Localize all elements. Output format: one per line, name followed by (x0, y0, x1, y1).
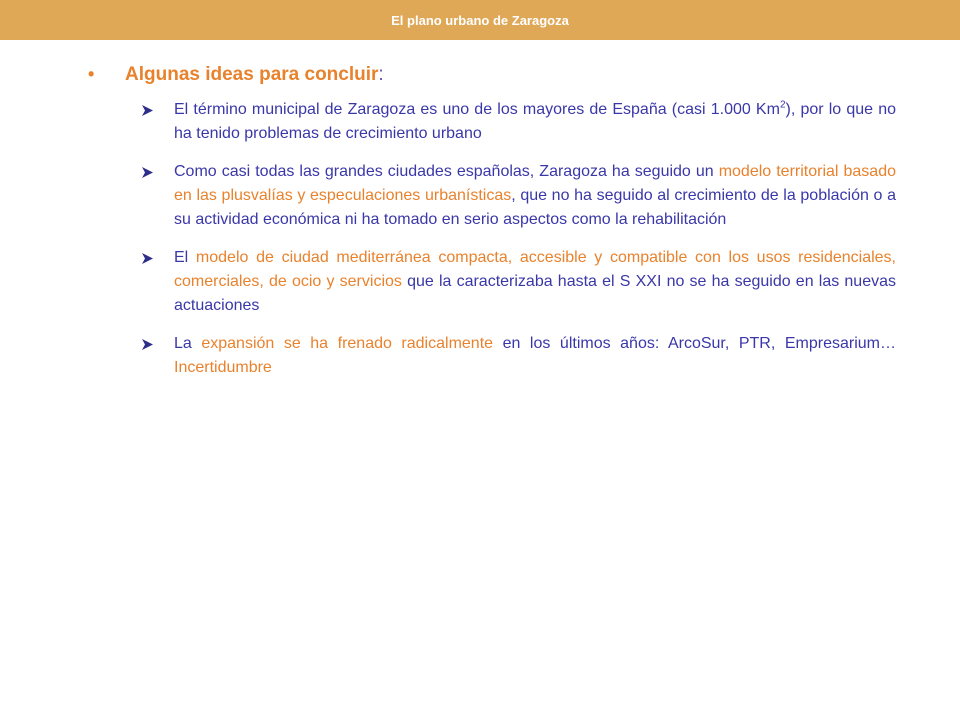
slide-header (0, 0, 960, 40)
highlight-text: expansión se ha frenado radicalmente (201, 335, 494, 352)
arrow-bullet-icon (141, 332, 174, 380)
arrow-bullet-icon (141, 246, 174, 318)
bullet-dot-icon: • (88, 64, 95, 84)
list-item (141, 246, 896, 318)
slide-title: El plano urbano de Zaragoza (391, 12, 569, 28)
list-item (141, 160, 896, 232)
highlight-text: modelo de ciudad mediterránea compacta, accesible y compatible con los usos residenciales, comerciales, de ocio y servicios (174, 249, 897, 290)
superscript: 2 (779, 99, 786, 111)
list-item-text (174, 160, 896, 232)
highlight-text: modelo territorial basado en las plusvalías y especulaciones urbanísticas (174, 163, 896, 204)
main-bullet (88, 64, 896, 86)
list-item-text (174, 98, 896, 146)
text-segment: en los últimos años: ArcoSur, PTR, Empresarium… (493, 335, 896, 352)
list-item (141, 332, 896, 380)
text-segment: La (174, 335, 202, 352)
list-item-text (174, 332, 896, 380)
text-segment: El término municipal de Zaragoza es uno de los mayores de España (casi 1.000 Km (174, 101, 780, 118)
arrow-bullet-icon (141, 160, 174, 232)
arrow-bullet-icon (141, 98, 174, 146)
list-item (141, 98, 896, 146)
slide-content (88, 64, 896, 394)
main-heading-colon: : (378, 64, 384, 85)
sub-bullet-list (141, 98, 896, 380)
highlight-text: Incertidumbre (174, 359, 272, 376)
text-segment: ), por lo que no ha tenido problemas de crecimiento urbano (174, 101, 896, 142)
text-segment: El (174, 249, 196, 266)
text-segment: , que no ha seguido al crecimiento de la población o a su actividad económica ni ha tomado en serio aspectos como la rehabilitación (174, 187, 897, 228)
text-segment: Como casi todas las grandes ciudades españolas, Zaragoza ha seguido un (174, 163, 719, 180)
text-segment: que la caracterizaba hasta el S XXI no se ha seguido en las nuevas actuaciones (174, 273, 897, 314)
main-heading: Algunas ideas para concluir (125, 64, 379, 85)
list-item-text (174, 246, 896, 318)
